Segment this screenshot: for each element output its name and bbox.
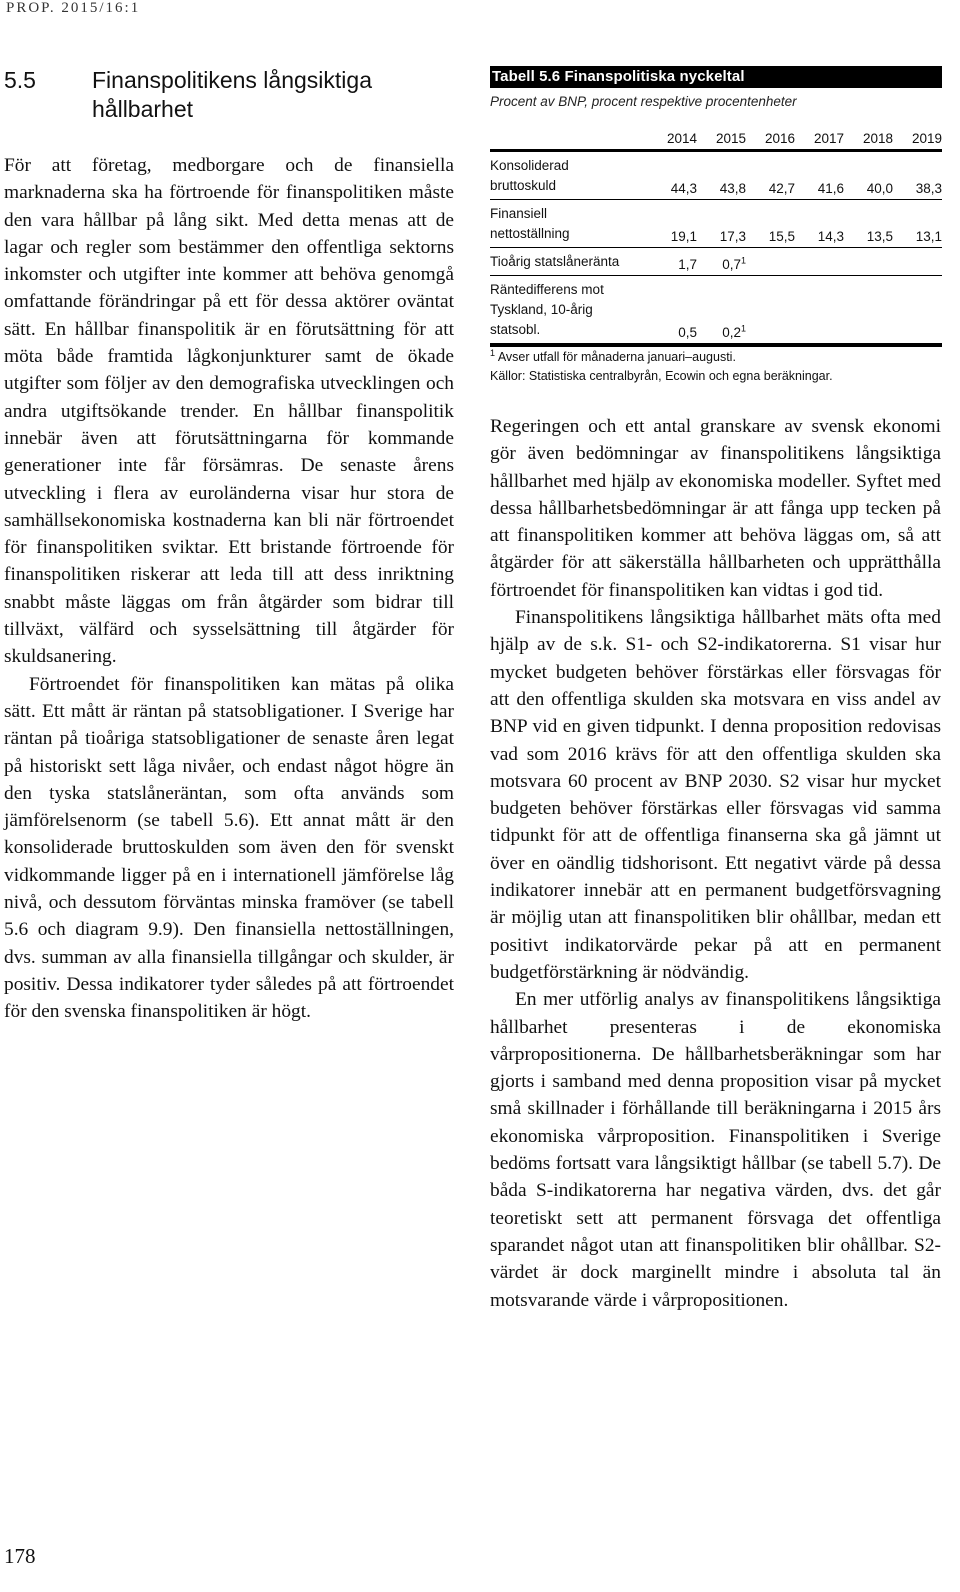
row-label: Konsoliderad bruttoskuld [490,151,648,200]
table-cell [893,248,942,276]
table-cell [893,276,942,346]
table-row [490,248,942,276]
table-cell [795,276,844,346]
table-cell: 13,5 [844,200,893,248]
section-title: Finanspolitikens långsiktiga hållbarhet [92,67,372,122]
year-header: 2018 [844,120,893,151]
page-number: 178 [4,1544,36,1568]
paragraph: En mer utförlig analys av finanspolitikens långsiktiga hållbarhet presenteras i de ekonomiska vårpropositionerna. De hållbarhetsberäkningar som har gjorts i samband med denna proposition visar på mycket små skillnader i förhållande till beräkningarna i 2015 års ekonomiska vårproposition. Finanspolitiken i Sverige bedöms fortsatt vara långsiktigt hållbar (se tabell 5.7). De båda S-indikatorerna har negativa värden, dvs. det går teoretiskt sett att permanent försvaga det offentliga sparandet något utan att finanspolitiken blir ohållbar. S2-värdet är dock marginellt mindre i absoluta tal än motsvarande värde i vårpropositionen. [490,989,941,1311]
footnote-ref: 1 [740,323,746,334]
table-cell: 42,7 [746,151,795,200]
row-label: Tioårig statslåneränta [490,248,648,276]
table-cell: 17,3 [697,200,746,248]
table-cell: 44,3 [648,151,697,200]
year-header: 2015 [697,120,746,151]
table-cell: 1,7 [648,248,697,276]
table-cell: 19,1 [648,200,697,248]
table-subtitle: Procent av BNP, procent respektive procentenheter [490,94,797,109]
right-column [490,413,941,1314]
table-cell: $0,7^1$ [697,248,746,276]
table-cell: 41,6 [795,151,844,200]
table-cell [844,248,893,276]
table-cell [795,248,844,276]
left-column [4,152,454,1026]
table-label: Tabell 5.6 [492,68,561,85]
table-row [490,276,942,346]
year-header: 2014 [648,120,697,151]
table-footnote [490,349,942,366]
table-cell: 15,5 [746,200,795,248]
running-header: PROP. 2015/16:1 [6,0,141,16]
table-cell: $0,2^1$ [697,276,746,346]
table-row [490,151,942,200]
table-title-bar [490,66,942,88]
section-number: 5.5 [4,67,36,93]
paragraph: För att företag, medborgare och de finansiella marknaderna ska ha förtroende för finanspolitiken måste den vara hållbar på lång sikt. Med detta menas att de lagar och regler som bestämmer den offentliga sektorns inkomster och utgifter inte kommer att behöva genomgå omfattande förändringar på ett för dessa aktörer oväntat sätt. En hållbar finanspolitik är en förutsättning för att möta både framtida lågkonjunkturer samt de ökade utgifter som följer av den demografiska utvecklingen och andra utgiftsökande trender. En hållbar finanspolitik innebär även att förutsättningarna för kommande generationer inte får försämras. De senaste årens utveckling i flera av euroländerna visar hur stora de samhällsekonomiska kostnaderna kan bli när förtroendet för finanspolitiken sviktar. Ett bristande förtroende för finanspolitiken riskerar att leda till att dess inriktning snabbt måste läggas om från åtgärder som bidrar till tillväxt, välfärd och sysselsättning till åtgärder för skuldsanering. [4,155,454,668]
table-grid [490,120,942,347]
paragraph: Regeringen och ett antal granskare av svensk ekonomi gör även bedömningar av finanspolitikens långsiktiga hållbarhet med hjälp av ekonomiska modeller. Syftet med dessa hållbarhetsbedömningar är att fånga upp tecken på att finanspolitiken kommer att behöva läggas om, så att åtgärder för att säkerställa hållbarheten och upprätthålla förtroendet för finanspolitiken kan vidtas i god tid. [490,416,941,601]
paragraph: Finanspolitikens långsiktiga hållbarhet mäts ofta med hjälp av de s.k. S1- och S2-indikatorerna. S1 visar hur mycket budgeten behöver förstärkas eller försvagas för att den offentliga skulden ska motsvara en viss andel av BNP vid en given tidpunkt. I denna proposition redovisas vad som 2016 krävs för att den offentliga skulden ska motsvara 60 procent av BNP 2030. S2 visar hur mycket budgeten behöver förstärkas eller försvagas vid samma tidpunkt för att de offentliga finanserna ska gå jämnt ut över en oändlig tidshorisont. Ett negativt värde på dessa indikatorer innebär att en permanent budgetförsvagning är möjlig utan att finanspolitiken blir ohållbar, medan ett positivt indikatorvärde pekar på att en permanent budgetförstärkning är nödvändig. [490,607,941,983]
year-header: 2019 [893,120,942,151]
table-cell [746,248,795,276]
table-title: Finanspolitiska nyckeltal [564,68,745,85]
table-cell: 13,1 [893,200,942,248]
year-header: 2016 [746,120,795,151]
table-cell [844,276,893,346]
table-cell: 43,8 [697,151,746,200]
table-header-row [490,120,942,151]
footnote-text: Avser utfall för månaderna januari–augusti. [497,350,736,364]
table-cell: 0,5 [648,276,697,346]
footnote-ref: 1 [740,255,746,266]
table-cell: 40,0 [844,151,893,200]
section-heading [4,66,464,124]
table-cell: 38,3 [893,151,942,200]
table-cell [746,276,795,346]
row-label: Räntedifferens mot Tyskland, 10-årig statsobl. [490,276,648,346]
row-label: Finansiell nettoställning [490,200,648,248]
footnote-mark: 1 [490,347,496,358]
paragraph: Förtroendet för finanspolitiken kan mätas på olika sätt. Ett mått är räntan på statsobligationer. I Sverige har räntan på tioåriga statsobligationer de senaste åren legat på historiskt sett låga nivåer, och endast något högre än den tyska statslåneräntan, som ofta används som jämförelsenorm (se tabell 5.6). Ett annat mått är den konsoliderade bruttoskulden som även den för svenskt vidkommande ligger på en i internationell jämförelse låg nivå, och dessutom förväntas minska framöver (se tabell 5.6 och diagram 9.9). Den finansiella nettoställningen, dvs. summan av alla finansiella tillgångar och skulder, är positiv. Dessa indikatorer tyder således på att förtroendet för den svenska finanspolitiken är högt. [4,673,454,1023]
key-figures-table [490,66,942,385]
year-header: 2017 [795,120,844,151]
table-source: Källor: Statistiska centralbyrån, Ecowin och egna beräkningar. [490,369,833,383]
table-row [490,200,942,248]
table-cell: 14,3 [795,200,844,248]
table-corner [490,120,648,151]
